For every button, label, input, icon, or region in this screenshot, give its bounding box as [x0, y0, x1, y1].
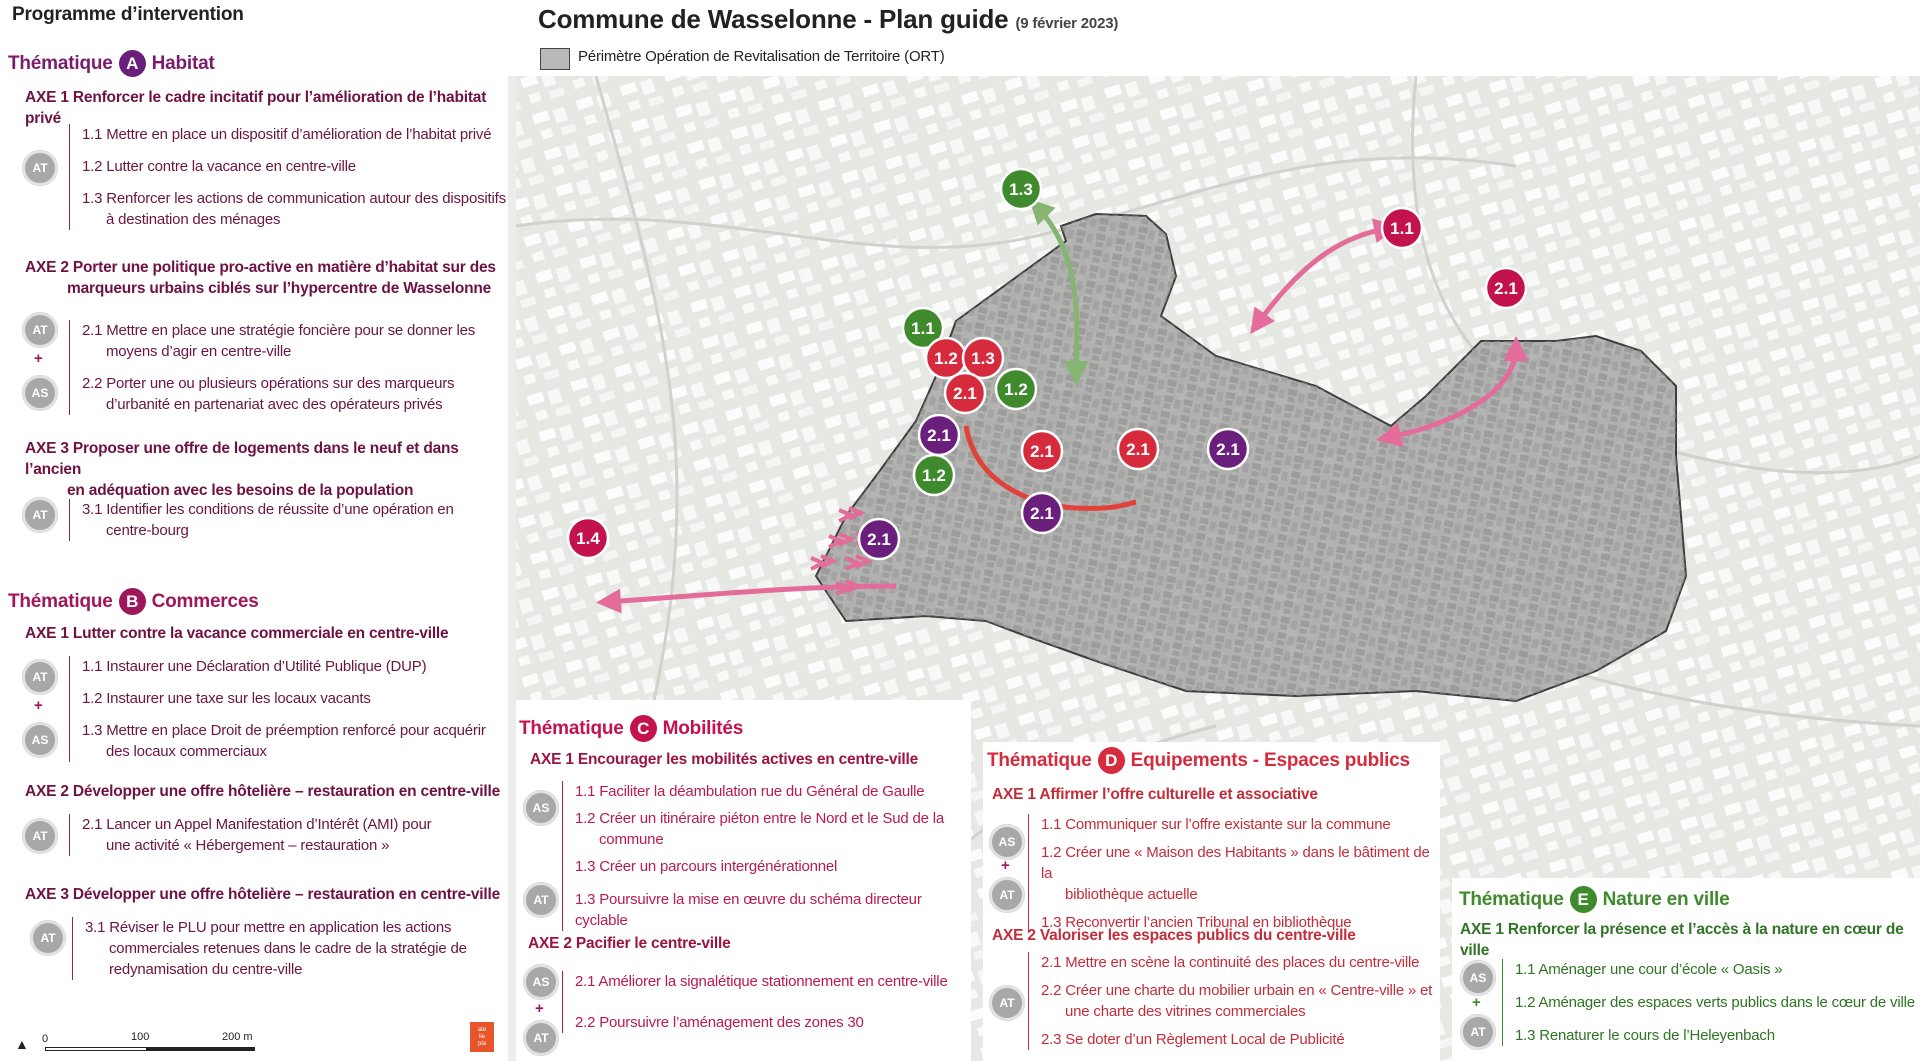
action-text: des locaux commerciaux [106, 743, 267, 760]
nature-panel [1452, 878, 1920, 1061]
habitat-axe3-title [25, 438, 508, 501]
mobilites-axe2-title: AXE 2 Pacifier le centre-ville [528, 935, 731, 952]
action-text: une activité « Hébergement – restauration » [106, 837, 390, 854]
scale-bar-segment [45, 1047, 147, 1051]
habitat-axe3-actions [69, 499, 512, 541]
map-header [508, 0, 1920, 76]
action-text: 1.3 Renforcer les actions de communication autour des dispositifs [82, 190, 506, 207]
as-badge: AS [22, 722, 58, 758]
at-badge: AT [30, 920, 66, 956]
as-badge: AS [989, 824, 1025, 860]
theme-mobilites-heading [519, 715, 743, 742]
habitat-axe2-title [25, 257, 496, 299]
action-text: moyens d’agir en centre-ville [106, 343, 292, 360]
theme-letter-badge: D [1098, 747, 1125, 774]
panel-divider [508, 0, 516, 1061]
axe-line: en adéquation avec les besoins de la population [67, 482, 414, 499]
plus-sign: + [34, 350, 43, 367]
habitat-axe1-title: AXE 1 Renforcer le cadre incitatif pour l’amélioration de l’habitat privé [25, 89, 487, 127]
plus-sign: + [535, 1000, 544, 1017]
atelier-logo [470, 1022, 494, 1052]
action-text: centre-bourg [106, 522, 189, 539]
at-badge: AT [22, 150, 58, 186]
theme-name: Commerces [151, 590, 259, 612]
map-title-text: Commune de Wasselonne - Plan guide [538, 4, 1009, 34]
action-text: 2.1 Mettre en place une stratégie foncière pour se donner les [82, 322, 476, 339]
action-text: 2.1 Lancer un Appel Manifestation d’Intérêt (AMI) pour [82, 816, 432, 833]
scale-label-mid: 100 [131, 1031, 150, 1043]
theme-prefix: Thématique [8, 590, 113, 612]
action-text: 3.1 Réviser le PLU pour mettre en application les actions [85, 919, 452, 936]
at-badge: AT [22, 818, 58, 854]
commerces-axe1-actions [69, 656, 512, 762]
at-badge: AT [22, 659, 58, 695]
map-marker-label: 2.1 [953, 384, 977, 403]
action-text: 1.3 Renaturer le cours de l’Heleyenbach [1515, 1027, 1775, 1044]
nature-axe1-title: AXE 1 Renforcer la présence et l’accès à la nature en cœur de ville [1460, 921, 1904, 959]
theme-prefix: Thématique [519, 717, 624, 739]
theme-prefix: Thématique [1459, 888, 1564, 910]
map-marker-label: 1.2 [922, 466, 946, 485]
commerces-axe3-actions [72, 917, 515, 980]
map-title [538, 4, 1118, 35]
theme-habitat-heading [8, 50, 215, 77]
action-text: 1.2 Créer une « Maison des Habitants » dans le bâtiment de la [1041, 844, 1430, 882]
theme-letter-badge: C [630, 715, 657, 742]
map-marker-label: 1.2 [1004, 380, 1028, 399]
theme-equipements-heading [987, 747, 1410, 774]
at-badge: AT [989, 877, 1025, 913]
action-text: redynamisation du centre-ville [109, 961, 303, 978]
programme-title: Programme d’intervention [12, 4, 244, 25]
action-text: 2.2 Créer une charte du mobilier urbain en « Centre-ville » et [1041, 982, 1433, 999]
action-text: commerciales retenues dans le cadre de la stratégie de [109, 940, 467, 957]
at-badge: AT [523, 882, 559, 918]
action-text: 1.2 Aménager des espaces verts publics dans le cœur de ville [1515, 994, 1915, 1011]
action-text: 1.1 Mettre en place un dispositif d’amélioration de l’habitat privé [82, 126, 492, 143]
action-text: 1.1 Aménager une cour d’école « Oasis » [1515, 961, 1783, 978]
theme-name: Mobilités [662, 717, 744, 739]
plus-sign: + [34, 697, 43, 714]
action-text: 2.1 Améliorer la signalétique stationnement en centre-ville [575, 973, 948, 990]
at-badge: AT [989, 985, 1025, 1021]
as-badge: AS [22, 375, 58, 411]
action-text: 1.3 Mettre en place Droit de préemption renforcé pour acquérir [82, 722, 486, 739]
map-marker-label: 2.1 [1494, 279, 1518, 298]
logo-text: lie [478, 1033, 485, 1040]
logo-text: pia [477, 1040, 486, 1047]
equipements-axe1-actions [1028, 814, 1441, 933]
nature-axe1-actions [1502, 959, 1920, 1046]
action-text: 1.2 Instaurer une taxe sur les locaux vacants [82, 690, 371, 707]
theme-commerces-heading [8, 588, 259, 615]
scale-label-zero: 0 [42, 1033, 49, 1045]
theme-name: Equipements - Espaces publics [1130, 749, 1410, 771]
map-marker-label: 1.3 [971, 349, 995, 368]
commerces-axe2-title: AXE 2 Développer une offre hôtelière – restauration en centre-ville [25, 783, 501, 800]
action-text: 1.2 Créer un itinéraire piéton entre le Nord et le Sud de la [575, 810, 945, 827]
at-badge: AT [523, 1020, 559, 1056]
action-text: 2.3 Se doter d’un Règlement Local de Publicité [1041, 1031, 1345, 1048]
commerces-axe3-title: AXE 3 Développer une offre hôtelière – restauration en centre-ville [25, 886, 501, 903]
mobilites-axe1-actions [562, 781, 975, 931]
action-text: 2.2 Porter une ou plusieurs opérations sur des marqueurs [82, 375, 455, 392]
map-marker-label: 2.1 [867, 530, 891, 549]
map-marker-label: 2.1 [1216, 440, 1240, 459]
as-badge: AS [523, 790, 559, 826]
theme-prefix: Thématique [8, 52, 113, 74]
action-text: 3.1 Identifier les conditions de réussite d’une opération en [82, 501, 454, 518]
north-arrow-icon: ▲ [15, 1036, 29, 1052]
theme-letter-badge: B [119, 588, 146, 615]
commerces-axe1-title: AXE 1 Lutter contre la vacance commerciale en centre-ville [25, 625, 449, 642]
equipements-axe2-title: AXE 2 Valoriser les espaces publics du centre-ville [992, 927, 1356, 944]
plus-sign: + [1001, 857, 1010, 874]
map-marker-label: 1.3 [1009, 180, 1033, 199]
map-date: (9 février 2023) [1015, 15, 1119, 32]
map-marker-label: 2.1 [1126, 440, 1150, 459]
map-marker-label: 2.1 [927, 426, 951, 445]
habitat-axe1-actions [69, 124, 512, 230]
at-badge: AT [22, 312, 58, 348]
map-marker-label: 1.1 [1390, 219, 1414, 238]
map-marker-label: 2.1 [1030, 442, 1054, 461]
habitat-axe2-actions [69, 320, 512, 415]
axe-line: AXE 2 Porter une politique pro-active en matière d’habitat sur des [25, 259, 496, 276]
logo-text: ate [477, 1026, 487, 1033]
scale-label-end: 200 m [222, 1031, 253, 1043]
theme-nature-heading [1459, 886, 1730, 913]
ort-legend-swatch [540, 48, 570, 70]
action-text: 1.3 Poursuivre la mise en œuvre du schéma directeur cyclable [575, 891, 922, 929]
commerces-axe2-actions [69, 814, 512, 856]
mobilites-axe2-actions [562, 971, 975, 1033]
action-text: 2.2 Poursuivre l’aménagement des zones 30 [575, 1014, 864, 1031]
map-marker-label: 2.1 [1030, 504, 1054, 523]
map-marker-label: 1.4 [576, 529, 600, 548]
action-text: commune [599, 831, 664, 848]
map-marker-label: 1.2 [934, 349, 958, 368]
equipements-panel [983, 742, 1440, 1061]
equipements-axe1-title: AXE 1 Affirmer l’offre culturelle et associative [992, 786, 1318, 803]
axe-line: AXE 3 Proposer une offre de logements dans le neuf et dans l’ancien [25, 440, 459, 478]
theme-letter-badge: E [1570, 886, 1597, 913]
action-text: 1.1 Faciliter la déambulation rue du Général de Gaulle [575, 783, 925, 800]
theme-name: Habitat [151, 52, 215, 74]
equipements-axe2-actions [1028, 952, 1441, 1050]
map-marker-label: 1.1 [911, 319, 935, 338]
action-text: à destination des ménages [106, 211, 281, 228]
action-text: bibliothèque actuelle [1065, 886, 1198, 903]
ort-legend-label: Périmètre Opération de Revitalisation de Territoire (ORT) [578, 48, 945, 65]
action-text: 2.1 Mettre en scène la continuité des places du centre-ville [1041, 954, 1420, 971]
theme-name: Nature en ville [1602, 888, 1730, 910]
theme-prefix: Thématique [987, 749, 1092, 771]
at-badge: AT [1460, 1014, 1496, 1050]
as-badge: AS [1460, 960, 1496, 996]
as-badge: AS [523, 964, 559, 1000]
action-text: 1.3 Créer un parcours intergénérationnel [575, 858, 838, 875]
action-text: 1.1 Instaurer une Déclaration d’Utilité Publique (DUP) [82, 658, 427, 675]
mobilites-axe1-title: AXE 1 Encourager les mobilités actives en centre-ville [530, 751, 919, 768]
action-text: 1.2 Lutter contre la vacance en centre-ville [82, 158, 356, 175]
action-text: d’urbanité en partenariat avec des opérateurs privés [106, 396, 443, 413]
action-text: 1.3 Reconvertir l’ancien Tribunal en bibliothèque [1041, 914, 1352, 931]
at-badge: AT [22, 497, 58, 533]
action-text: 1.1 Communiquer sur l’offre existante sur la commune [1041, 816, 1391, 833]
programme-panel [0, 0, 508, 1061]
plus-sign: + [1472, 994, 1481, 1011]
action-text: une charte des vitrines commerciales [1065, 1003, 1306, 1020]
axe-line: marqueurs urbains ciblés sur l’hypercentre de Wasselonne [67, 280, 492, 297]
mobilites-panel [516, 700, 971, 1061]
theme-letter-badge: A [119, 50, 146, 77]
